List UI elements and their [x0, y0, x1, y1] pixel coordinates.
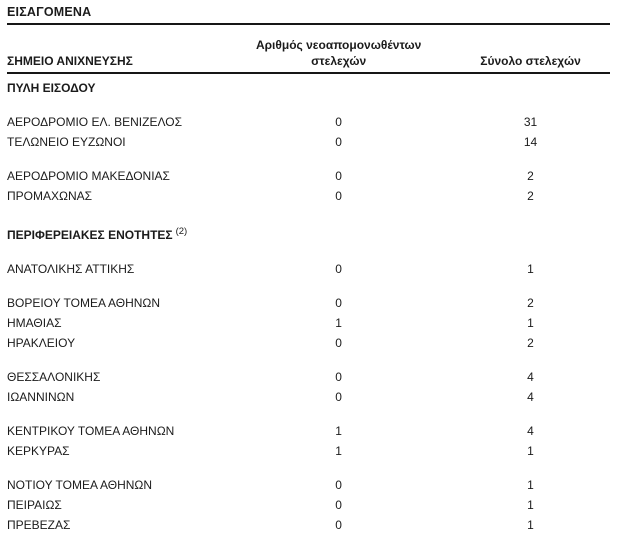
section-header-label: ΠΥΛΗ ΕΙΣΟΔΟΥ — [7, 81, 96, 95]
new-isolates-cell: 0 — [335, 370, 342, 384]
table-row — [7, 421, 610, 441]
detection-point-cell: ΚΕΡΚΥΡΑΣ — [7, 444, 70, 458]
total-strains-cell: 4 — [527, 390, 534, 404]
total-strains-cell: 1 — [527, 262, 534, 276]
new-isolates-cell: 0 — [335, 336, 342, 350]
detection-point-cell: ΤΕΛΩΝΕΙΟ ΕΥΖΩΝΟΙ — [7, 135, 126, 149]
new-isolates-cell: 0 — [335, 478, 342, 492]
section-header-label: ΠΕΡΙΦΕΡΕΙΑΚΕΣ ΕΝΟΤΗΤΕΣ — [7, 228, 173, 242]
section-header — [7, 78, 610, 98]
row-group — [7, 421, 610, 461]
section-header — [7, 222, 610, 245]
detection-point-cell: ΙΩΑΝΝΙΝΩΝ — [7, 390, 75, 404]
detection-point-cell: ΑΝΑΤΟΛΙΚΗΣ ΑΤΤΙΚΗΣ — [7, 262, 135, 276]
new-isolates-cell: 0 — [335, 115, 342, 129]
detection-point-cell: ΠΕΙΡΑΙΩΣ — [7, 498, 62, 512]
table-section — [7, 222, 610, 535]
total-strains-cell: 2 — [527, 336, 534, 350]
new-isolates-cell: 0 — [335, 296, 342, 310]
total-strains-cell: 31 — [523, 115, 538, 129]
document-title: ΕΙΣΑΓΟΜΕΝΑ — [7, 5, 610, 25]
new-isolates-cell: 0 — [335, 498, 342, 512]
row-group — [7, 259, 610, 279]
column-header-new-isolates-label: Αριθμός νεοαπομονωθέντων στελεχών — [255, 38, 422, 68]
row-group — [7, 367, 610, 407]
table-row — [7, 367, 610, 387]
total-strains-cell: 4 — [527, 370, 534, 384]
total-strains-cell: 4 — [527, 424, 534, 438]
footnote-marker: (2) — [175, 226, 188, 237]
table-row — [7, 132, 610, 152]
row-group — [7, 166, 610, 206]
total-strains-cell: 1 — [527, 518, 534, 532]
table-body — [7, 78, 610, 535]
table-header-row — [7, 37, 610, 74]
column-header-new-isolates — [248, 37, 429, 69]
total-strains-cell: 14 — [523, 135, 538, 149]
column-header-total-strains: Σύνολο στελεχών — [480, 54, 581, 68]
new-isolates-cell: 0 — [335, 189, 342, 203]
row-group — [7, 112, 610, 152]
new-isolates-cell: 0 — [335, 169, 342, 183]
table-row — [7, 186, 610, 206]
row-group — [7, 475, 610, 535]
detection-point-cell: ΑΕΡΟΔΡΟΜΙΟ ΕΛ. ΒΕΝΙΖΕΛΟΣ — [7, 115, 182, 129]
detection-point-cell: ΚΕΝΤΡΙΚΟΥ ΤΟΜΕΑ ΑΘΗΝΩΝ — [7, 424, 175, 438]
detection-point-cell: ΗΡΑΚΛΕΙΟΥ — [7, 336, 76, 350]
table-row — [7, 441, 610, 461]
table-row — [7, 112, 610, 132]
row-group — [7, 293, 610, 353]
detection-point-cell: ΠΡΟΜΑΧΩΝΑΣ — [7, 189, 93, 203]
new-isolates-cell: 0 — [335, 518, 342, 532]
table-row — [7, 313, 610, 333]
total-strains-cell: 2 — [527, 296, 534, 310]
table-row — [7, 333, 610, 353]
total-strains-cell: 2 — [527, 169, 534, 183]
detection-point-cell: ΝΟΤΙΟΥ ΤΟΜΕΑ ΑΘΗΝΩΝ — [7, 478, 153, 492]
detection-point-cell: ΑΕΡΟΔΡΟΜΙΟ ΜΑΚΕΔΟΝΙΑΣ — [7, 169, 170, 183]
table-row — [7, 495, 610, 515]
new-isolates-cell: 0 — [335, 262, 342, 276]
detection-point-cell: ΠΡΕΒΕΖΑΣ — [7, 518, 71, 532]
table-row — [7, 166, 610, 186]
total-strains-cell: 1 — [527, 444, 534, 458]
new-isolates-cell: 1 — [335, 316, 342, 330]
total-strains-cell: 1 — [527, 498, 534, 512]
table-section — [7, 78, 610, 206]
new-isolates-cell: 0 — [335, 390, 342, 404]
new-isolates-cell: 0 — [335, 135, 342, 149]
table-row — [7, 293, 610, 313]
column-header-detection-point: ΣΗΜΕΙΟ ΑΝΙΧΝΕΥΣΗΣ — [7, 54, 133, 68]
table-row — [7, 515, 610, 535]
table-row — [7, 475, 610, 495]
detection-point-cell: ΗΜΑΘΙΑΣ — [7, 316, 62, 330]
total-strains-cell: 2 — [527, 189, 534, 203]
table-row — [7, 387, 610, 407]
detection-point-cell: ΘΕΣΣΑΛΟΝΙΚΗΣ — [7, 370, 101, 384]
table-row — [7, 259, 610, 279]
new-isolates-cell: 1 — [335, 424, 342, 438]
total-strains-cell: 1 — [527, 478, 534, 492]
new-isolates-cell: 1 — [335, 444, 342, 458]
detection-point-cell: ΒΟΡΕΙΟΥ ΤΟΜΕΑ ΑΘΗΝΩΝ — [7, 296, 161, 310]
total-strains-cell: 1 — [527, 316, 534, 330]
